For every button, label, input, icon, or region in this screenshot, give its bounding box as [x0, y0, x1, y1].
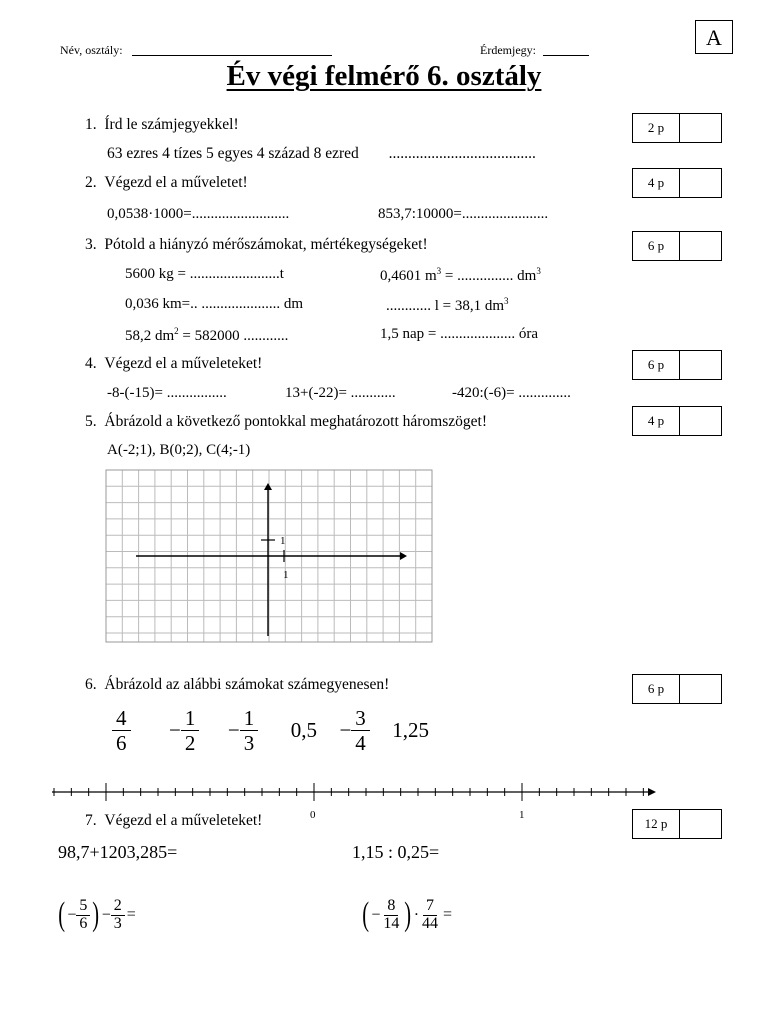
task-5-score-blank[interactable]: [680, 407, 721, 435]
name-field: [60, 43, 332, 58]
fraction-minus-3-4: $\frac{3}{4}$: [351, 706, 370, 755]
task-5-points: 4 p: [633, 407, 680, 435]
task-2-heading: 2. Végezd el a műveletet!: [85, 174, 248, 191]
task-3-r2a: 0,036 km=.. ..................... dm: [125, 296, 304, 312]
decimal-1-25: 1,25: [392, 718, 430, 743]
task-3-score-box: [632, 231, 722, 261]
task-7-points: 12 p: [633, 810, 680, 838]
task-7-b: 1,15 : 0,25=: [352, 842, 440, 862]
name-blank-line[interactable]: [132, 55, 332, 56]
task-7-heading: 7. Végezd el a műveleteket!: [85, 812, 263, 829]
task-3-r2b-blank[interactable]: ............: [386, 298, 431, 314]
fraction-4-6: $\frac{4}{6}$: [112, 706, 131, 755]
task-2-score-blank[interactable]: [680, 169, 721, 197]
task-3-r2b: ............ l = 38,1 $dm^3$: [386, 296, 509, 314]
task-6-heading: 6. Ábrázold az alábbi számokat számegyenesen!: [85, 676, 390, 693]
task-3-score-blank[interactable]: [680, 232, 721, 260]
task-7-d: ( − $\frac{8}{14}$ ) · $\frac{7}{44}$ =: [362, 896, 453, 934]
task-7-score-box: [632, 809, 722, 839]
task-4-points: 6 p: [633, 351, 680, 379]
fraction-minus-1-2: $\frac{1}{2}$: [181, 706, 200, 755]
task-2-points: 4 p: [633, 169, 680, 197]
task-3-points: 6 p: [633, 232, 680, 260]
number-line-arrow: [648, 788, 656, 796]
grade-field: [480, 43, 589, 58]
task-3-r1b: 0,4601 $m^3$ = ............... $dm^3$: [380, 266, 541, 284]
task-3-r1a-blank[interactable]: ........................: [189, 266, 280, 282]
task-3-r3a-blank[interactable]: ............: [243, 328, 289, 344]
number-line-one-label: 1: [519, 809, 525, 818]
task-2-b: 853,7:10000=.......................: [378, 206, 549, 222]
task-5-score-box: [632, 406, 722, 436]
name-label: Név, osztály:: [60, 43, 123, 57]
variant-box: A: [695, 20, 733, 54]
grade-blank-line[interactable]: [543, 55, 589, 56]
task-1-score-blank[interactable]: [680, 114, 721, 142]
task-4-b-blank[interactable]: ............: [350, 385, 396, 401]
x-unit-label: 1: [283, 569, 289, 581]
task-3-r3a: 58,2 $dm^2 = 582000$ ............: [125, 326, 289, 344]
task-4-b: 13+(-22)= ............: [285, 385, 396, 401]
task-1-answer-blank[interactable]: ......................................: [388, 145, 536, 162]
grade-label: Érdemjegy:: [480, 43, 536, 57]
task-7-score-blank[interactable]: [680, 810, 721, 838]
task-4-score-box: [632, 350, 722, 380]
task-4-score-blank[interactable]: [680, 351, 721, 379]
task-5-heading: 5. Ábrázold a következő pontokkal meghatározott háromszöget!: [85, 413, 488, 430]
task-6-numbers: $\frac{4}{6}$ − $\frac{1}{2}$ − $\frac{1}{3}$ 0,5 − $\frac{3}{4}$ 1,25: [112, 706, 429, 755]
task-4-a-blank[interactable]: ................: [166, 385, 227, 401]
task-2-score-box: [632, 168, 722, 198]
coordinate-grid[interactable]: [104, 468, 434, 644]
fraction-minus-1-3: $\frac{1}{3}$: [240, 706, 259, 755]
task-3-r2a-blank[interactable]: .....................: [201, 296, 281, 312]
task-3-r1b-blank[interactable]: ...............: [457, 268, 514, 284]
task-1-score-box: [632, 113, 722, 143]
task-4-c-blank[interactable]: ..............: [518, 385, 571, 401]
task-2-b-blank[interactable]: .......................: [461, 206, 549, 222]
task-2-a: 0,0538·1000=..........................: [107, 206, 290, 222]
task-3-heading: 3. Pótold a hiányzó mérőszámokat, mértékegységeket!: [85, 236, 428, 253]
task-3-r1a: 5600 kg = ........................t: [125, 266, 284, 282]
task-3-r3b-blank[interactable]: ....................: [440, 326, 516, 342]
number-line-zero-label: 0: [310, 809, 316, 818]
page-title: Év végi felmérő 6. osztály: [226, 60, 542, 92]
task-7-c: ( − $\frac{5}{6}$ ) − $\frac{2}{3}$ =: [58, 896, 136, 934]
task-4-a: -8-(-15)= ................: [107, 385, 227, 401]
task-6-score-blank[interactable]: [680, 675, 721, 703]
task-2-a-blank[interactable]: ..........................: [191, 206, 290, 222]
task-6-score-box: [632, 674, 722, 704]
task-5-points-list: A(-2;1), B(0;2), C(4;-1): [107, 442, 251, 458]
task-4-heading: 4. Végezd el a műveleteket!: [85, 355, 263, 372]
task-6-points: 6 p: [633, 675, 680, 703]
task-1-points: 2 p: [633, 114, 680, 142]
task-1-line: 63 ezres 4 tízes 5 egyes 4 század 8 ezred ......................................: [107, 145, 536, 162]
decimal-0-5: 0,5: [290, 718, 317, 743]
task-4-c: -420:(-6)= ..............: [452, 385, 571, 401]
task-1-heading: 1. Írd le számjegyekkel!: [85, 116, 239, 133]
task-3-r3b: 1,5 nap = .................... óra: [380, 326, 539, 342]
y-unit-label: 1: [280, 535, 286, 547]
x-axis-arrow: [400, 552, 407, 560]
task-7-a: 98,7+1203,285=: [58, 842, 178, 862]
